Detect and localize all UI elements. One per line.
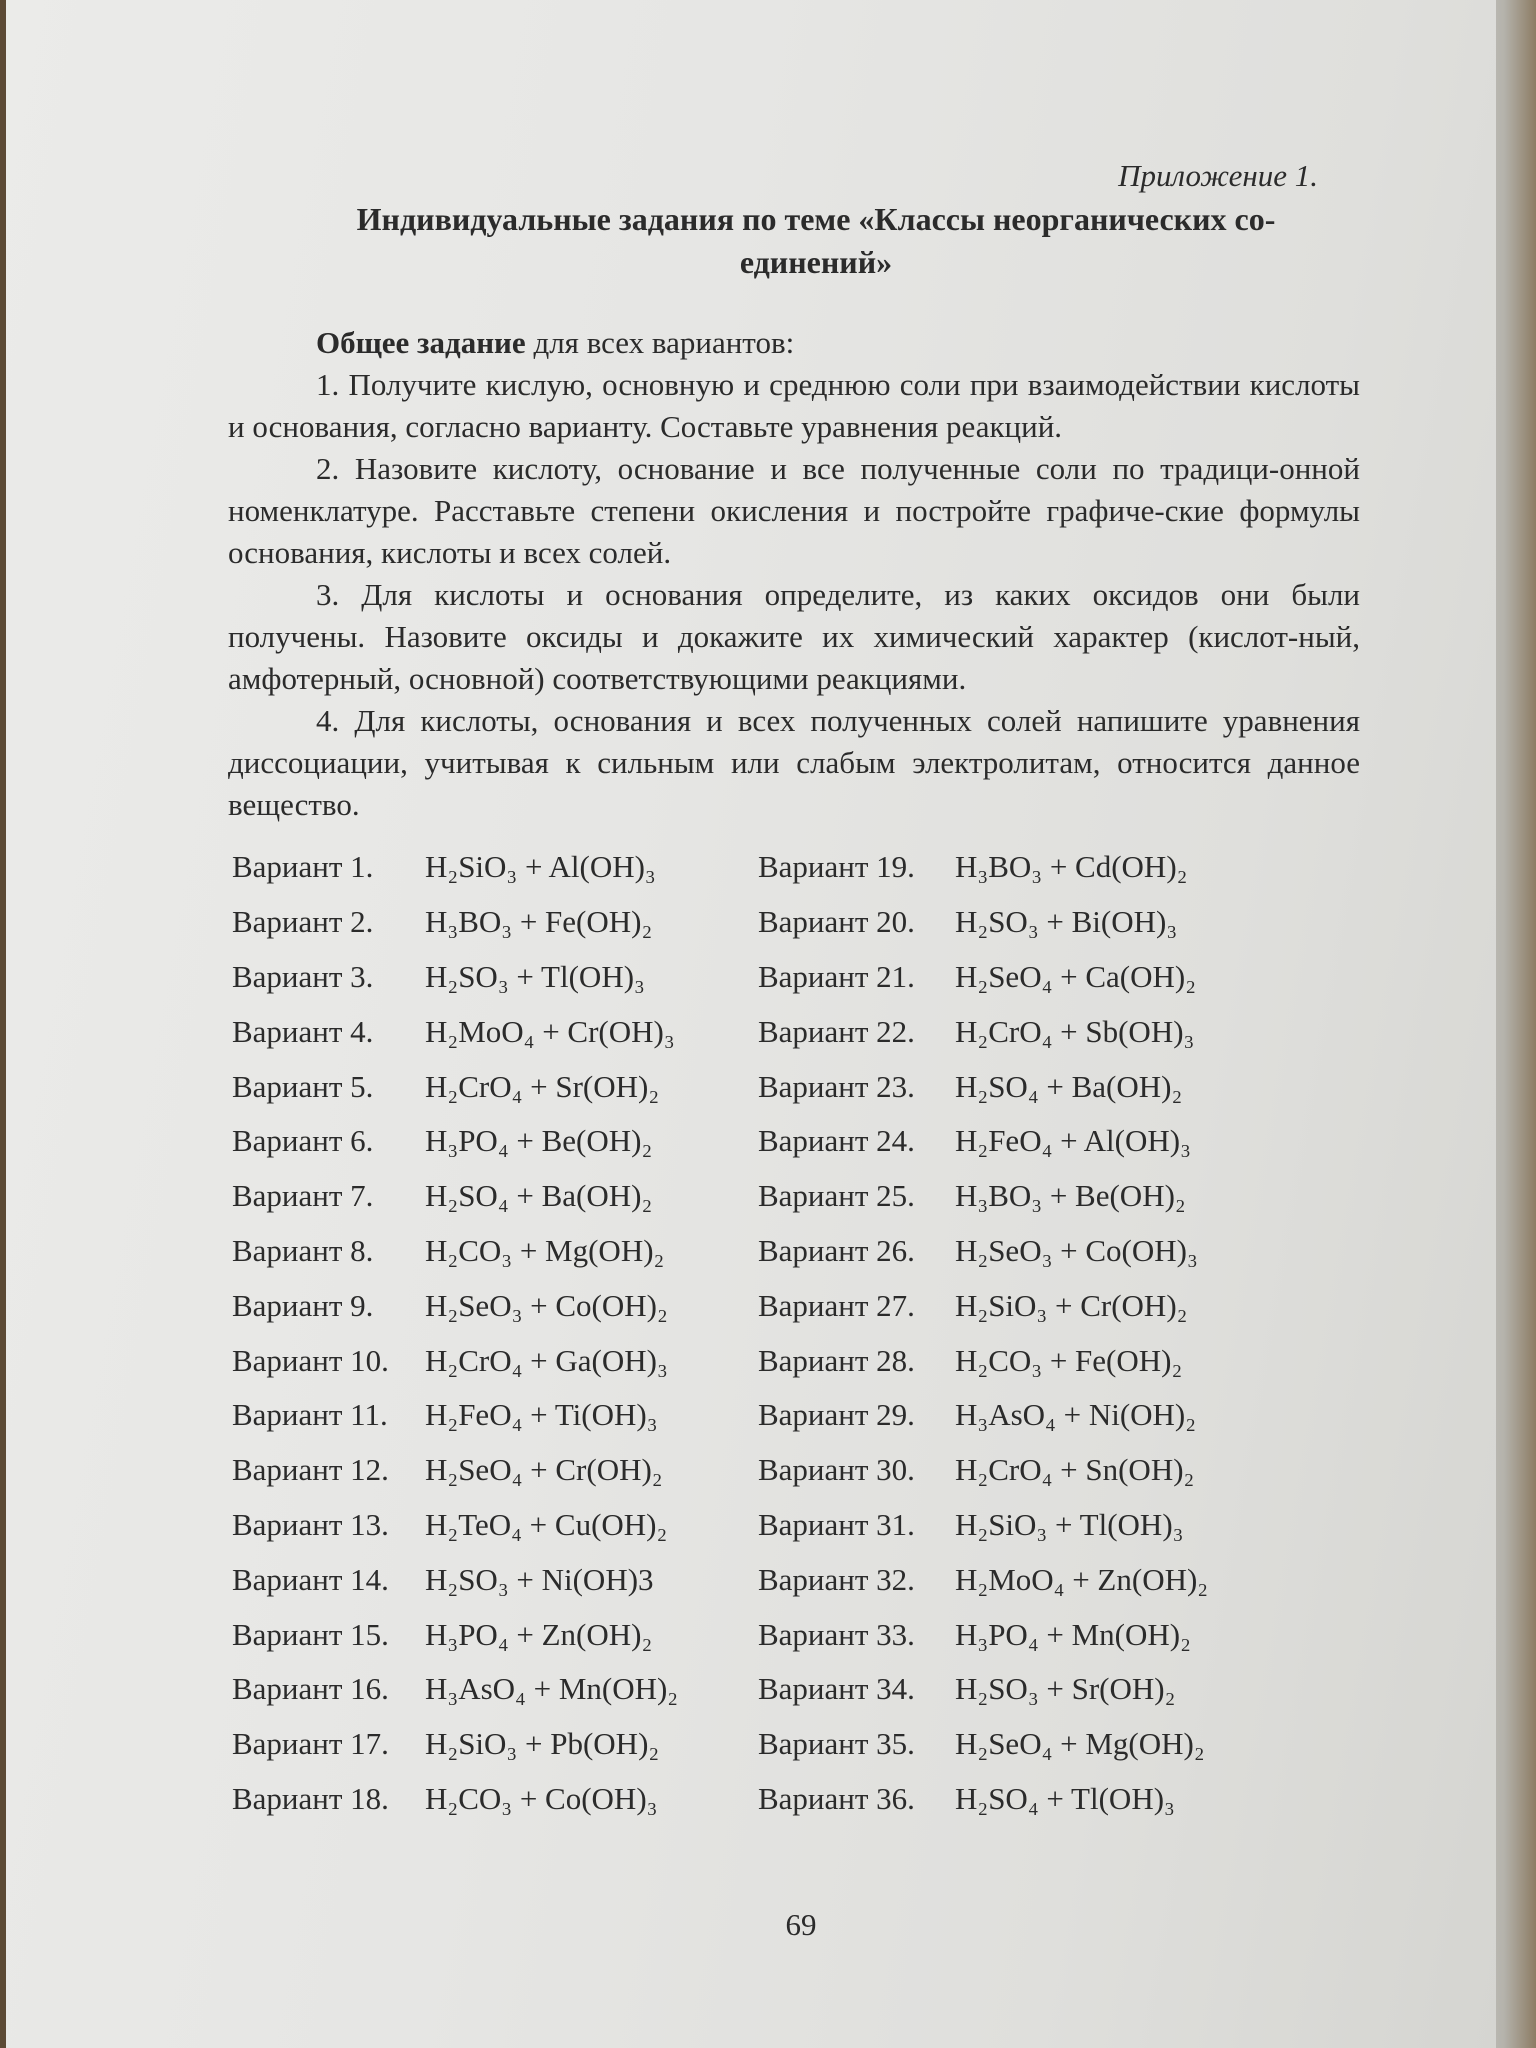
variant-item (758, 1004, 1318, 1059)
variant-formula: H₂SiO₃ + Pb(OH)₂ (425, 1726, 660, 1762)
appendix-label: Приложение 1. (1118, 158, 1318, 193)
variant-label: Вариант 10. (232, 1342, 389, 1378)
variant-label: Вариант 11. (232, 1397, 388, 1433)
variant-label: Вариант 13. (232, 1506, 389, 1542)
variant-formula: H₂FeO₄ + Ti(OH)₃ (425, 1397, 658, 1433)
variant-label: Вариант 15. (232, 1616, 389, 1652)
variant-label: Вариант 14. (232, 1561, 389, 1597)
variant-formula: H₂SeO₄ + Mg(OH)₂ (955, 1726, 1205, 1762)
variant-label: Вариант 23. (758, 1068, 915, 1104)
variant-formula: H₂SiO₃ + Tl(OH)₃ (955, 1506, 1184, 1542)
variant-label: Вариант 6. (232, 1123, 374, 1159)
variant-item (232, 1388, 758, 1443)
variant-label: Вариант 4. (232, 1013, 374, 1049)
variant-formula: H₂CO₃ + Co(OH)₃ (425, 1780, 658, 1816)
variant-label: Вариант 7. (232, 1178, 374, 1214)
variant-formula: H₃PO₄ + Mn(OH)₂ (955, 1616, 1191, 1652)
general-task-heading: Общее задание (316, 325, 526, 360)
variant-label: Вариант 27. (758, 1287, 915, 1323)
variant-item (758, 1443, 1318, 1498)
variant-label: Вариант 21. (758, 958, 915, 994)
variant-item (232, 1224, 758, 1279)
variant-formula: H₃BO₃ + Fe(OH)₂ (425, 904, 653, 940)
variant-label: Вариант 28. (758, 1342, 915, 1378)
variant-item (232, 950, 758, 1005)
variant-item (232, 1443, 758, 1498)
variant-label: Вариант 34. (758, 1671, 915, 1707)
variant-formula: H₃AsO₄ + Mn(OH)₂ (425, 1671, 679, 1707)
variant-label: Вариант 1. (232, 849, 374, 885)
variant-formula: H₂SO₃ + Bi(OH)₃ (955, 904, 1178, 940)
variant-formula: H₂TeO₄ + Cu(OH)₂ (425, 1506, 668, 1542)
variant-formula: H₂MoO₄ + Cr(OH)₃ (425, 1013, 675, 1049)
variant-item (758, 1498, 1318, 1553)
variant-label: Вариант 22. (758, 1013, 915, 1049)
variant-label: Вариант 18. (232, 1780, 389, 1816)
variant-formula: H₂FeO₄ + Al(OH)₃ (955, 1123, 1191, 1159)
variant-label: Вариант 33. (758, 1616, 915, 1652)
variant-item (758, 1059, 1318, 1114)
variant-label: Вариант 8. (232, 1232, 374, 1268)
variant-item (758, 1717, 1318, 1772)
variant-item (758, 1114, 1318, 1169)
variant-label: Вариант 5. (232, 1068, 374, 1104)
task-item: 1. Получите кислую, основную и среднюю соли при взаимодействии кислоты и основания, согласно варианту. Составьте уравнения реакций. (228, 367, 1360, 444)
variant-formula: H₂SO₄ + Tl(OH)₃ (955, 1780, 1175, 1816)
variant-item (232, 1333, 758, 1388)
document-page (6, 0, 1496, 2048)
variant-label: Вариант 3. (232, 958, 374, 994)
variant-formula: H₂SeO₄ + Cr(OH)₂ (425, 1452, 663, 1488)
variant-item (758, 1169, 1318, 1224)
variant-item (232, 840, 758, 895)
variant-label: Вариант 32. (758, 1561, 915, 1597)
variant-item (758, 840, 1318, 895)
variant-label: Вариант 35. (758, 1726, 915, 1762)
variant-formula: H₂SO₃ + Sr(OH)₂ (955, 1671, 1176, 1707)
variant-label: Вариант 24. (758, 1123, 915, 1159)
variant-item (758, 1388, 1318, 1443)
variant-label: Вариант 19. (758, 849, 915, 885)
task-item: 4. Для кислоты, основания и всех полученных солей напишите уравнения диссоциации, учитывая к сильным или слабым электролитам, относится данное вещество. (228, 703, 1360, 822)
variant-formula: H₃BO₃ + Cd(OH)₂ (955, 849, 1188, 885)
variant-item (758, 1607, 1318, 1662)
variant-formula: H₂SO₄ + Ba(OH)₂ (425, 1178, 653, 1214)
variant-formula: H₂MoO₄ + Zn(OH)₂ (955, 1561, 1209, 1597)
variant-formula: H₂SiO₃ + Cr(OH)₂ (955, 1287, 1188, 1323)
task-item: 3. Для кислоты и основания определите, из каких оксидов они были получены. Назовите оксиды и докажите их химический характер (кислот-ный, амфотерный, основной) соответствующими реакциями. (228, 577, 1360, 696)
variant-formula: H₃PO₄ + Zn(OH)₂ (425, 1616, 653, 1652)
variant-formula: H₂SO₃ + Ni(OH)3 (425, 1561, 654, 1597)
variant-formula: H₂SeO₃ + Co(OH)₂ (425, 1287, 668, 1323)
variant-item (758, 1552, 1318, 1607)
variant-item (232, 1059, 758, 1114)
variant-formula: H₂CO₃ + Fe(OH)₂ (955, 1342, 1183, 1378)
variant-item (758, 1278, 1318, 1333)
variant-item (232, 1169, 758, 1224)
variant-label: Вариант 31. (758, 1506, 915, 1542)
variant-formula: H₂SO₃ + Tl(OH)₃ (425, 958, 645, 994)
variant-item (758, 1333, 1318, 1388)
variant-label: Вариант 36. (758, 1780, 915, 1816)
variant-formula: H₂SeO₄ + Ca(OH)₂ (955, 958, 1197, 994)
variant-label: Вариант 9. (232, 1287, 374, 1323)
variant-formula: H₂CrO₄ + Sr(OH)₂ (425, 1068, 660, 1104)
variant-formula: H₃PO₄ + Be(OH)₂ (425, 1123, 653, 1159)
variant-item (232, 1114, 758, 1169)
variant-formula: H₂CrO₄ + Sn(OH)₂ (955, 1452, 1195, 1488)
variant-label: Вариант 29. (758, 1397, 915, 1433)
general-task-intro (228, 322, 1360, 364)
variant-item (232, 1498, 758, 1553)
variant-formula: H₂SO₄ + Ba(OH)₂ (955, 1068, 1183, 1104)
variant-formula: H₃AsO₄ + Ni(OH)₂ (955, 1397, 1197, 1433)
variant-item (232, 1278, 758, 1333)
variant-formula: H₂SeO₃ + Co(OH)₃ (955, 1232, 1198, 1268)
variant-label: Вариант 2. (232, 904, 374, 940)
variant-label: Вариант 20. (758, 904, 915, 940)
general-task-intro-rest: для всех вариантов: (525, 325, 795, 360)
variant-item (758, 1224, 1318, 1279)
variant-formula: H₂CrO₄ + Sb(OH)₃ (955, 1013, 1195, 1049)
page-title: Индивидуальные задания по теме «Классы неорганических со-единений» (356, 201, 1276, 280)
variant-formula: H₂CrO₄ + Ga(OH)₃ (425, 1342, 668, 1378)
variant-formula: H₃BO₃ + Be(OH)₂ (955, 1178, 1186, 1214)
variants-list (232, 840, 1318, 1826)
variant-item (232, 1607, 758, 1662)
variant-formula: H₂SiO₃ + Al(OH)₃ (425, 849, 656, 885)
variant-label: Вариант 26. (758, 1232, 915, 1268)
variant-item (232, 1662, 758, 1717)
variant-label: Вариант 12. (232, 1452, 389, 1488)
task-item: 2. Назовите кислоту, основание и все полученные соли по традици-онной номенклатуре. Расставьте степени окисления и постройте графиче-ские формулы основания, кислоты и всех солей. (228, 451, 1360, 570)
variant-item (758, 1772, 1318, 1827)
variant-formula: H₂CO₃ + Mg(OH)₂ (425, 1232, 665, 1268)
variant-label: Вариант 16. (232, 1671, 389, 1707)
variant-item (232, 1552, 758, 1607)
variant-item (232, 1717, 758, 1772)
page-number: 69 (785, 1907, 817, 1942)
variant-item (758, 950, 1318, 1005)
variant-item (232, 1772, 758, 1827)
variant-item (232, 895, 758, 950)
variant-item (758, 1662, 1318, 1717)
general-task (228, 322, 1360, 826)
variant-item (232, 1004, 758, 1059)
variant-item (758, 895, 1318, 950)
variant-label: Вариант 25. (758, 1178, 915, 1214)
variant-label: Вариант 30. (758, 1452, 915, 1488)
variant-label: Вариант 17. (232, 1726, 389, 1762)
